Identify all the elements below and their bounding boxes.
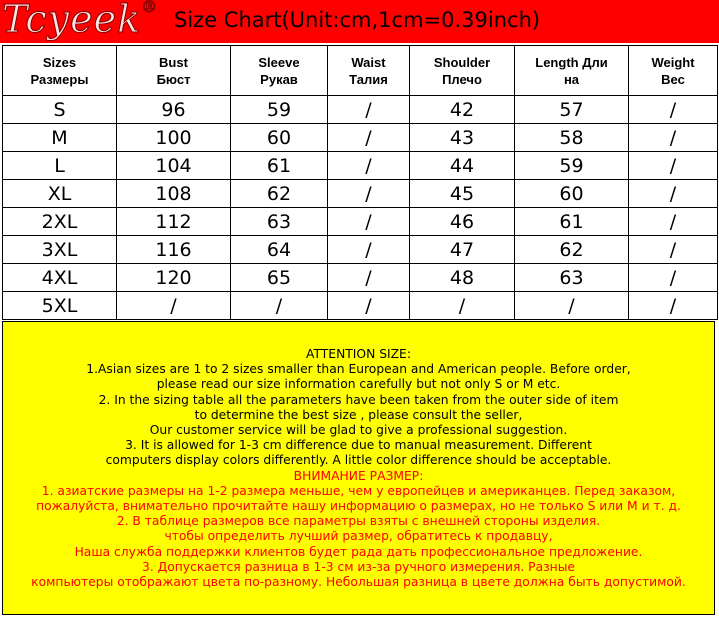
shoulder-cell: 43	[410, 124, 515, 152]
bust-cell: 120	[117, 264, 231, 292]
bust-cell: 112	[117, 208, 231, 236]
table-row	[3, 208, 718, 236]
size-cell: 2XL	[3, 208, 117, 236]
title-bar	[0, 0, 719, 43]
weight-cell: /	[629, 292, 718, 320]
header-sleeve: Sleeve Рукав	[231, 46, 328, 96]
note-en-line: Our customer service will be glad to give a professional suggestion.	[149, 423, 568, 438]
sleeve-cell: 64	[231, 236, 328, 264]
note-en-line: please read our size information carefully but not only S or M etc.	[156, 377, 561, 392]
bust-cell: 100	[117, 124, 231, 152]
waist-cell: /	[328, 208, 410, 236]
table-row	[3, 124, 718, 152]
note-ru-line: 2. В таблице размеров все параметры взяты с внешней стороны изделия.	[116, 514, 601, 529]
note-en-line: 2. In the sizing table all the parameters have been taken from the outer side of item	[98, 392, 619, 407]
size-table	[2, 45, 718, 320]
chart-title: Size Chart(Unit:cm,1cm=0.39inch)	[174, 8, 541, 32]
shoulder-cell: 44	[410, 152, 515, 180]
weight-cell: /	[629, 264, 718, 292]
waist-cell: /	[328, 264, 410, 292]
size-cell: S	[3, 96, 117, 124]
length-cell: 59	[515, 152, 629, 180]
length-cell: 63	[515, 264, 629, 292]
sleeve-cell: 65	[231, 264, 328, 292]
shoulder-cell: 45	[410, 180, 515, 208]
weight-cell: /	[629, 208, 718, 236]
weight-cell: /	[629, 180, 718, 208]
weight-cell: /	[629, 96, 718, 124]
size-cell: M	[3, 124, 117, 152]
note-ru-line: компьютеры отображают цвета по-разному. Небольшая разница в цвете должна быть допустимой.	[31, 575, 686, 590]
sleeve-cell: 61	[231, 152, 328, 180]
header-length: Length Дли на	[515, 46, 629, 96]
note-ru-line: Наша служба поддержки клиентов будет рада дать профессиональное предложение.	[74, 544, 643, 559]
table-header-row	[3, 46, 718, 96]
note-ru-heading: ВНИМАНИЕ РАЗМЕР:	[293, 468, 424, 483]
waist-cell: /	[328, 124, 410, 152]
header-shoulder: Shoulder Плечо	[410, 46, 515, 96]
note-en-line: to determine the best size , please consult the seller,	[194, 407, 523, 422]
bust-cell: 96	[117, 96, 231, 124]
length-cell: 57	[515, 96, 629, 124]
table-row	[3, 292, 718, 320]
length-cell: /	[515, 292, 629, 320]
size-cell: 4XL	[3, 264, 117, 292]
shoulder-cell: 42	[410, 96, 515, 124]
sleeve-cell: 59	[231, 96, 328, 124]
length-cell: 61	[515, 208, 629, 236]
size-cell: 3XL	[3, 236, 117, 264]
table-row	[3, 180, 718, 208]
shoulder-cell: 46	[410, 208, 515, 236]
weight-cell: /	[629, 124, 718, 152]
length-cell: 58	[515, 124, 629, 152]
length-cell: 62	[515, 236, 629, 264]
weight-cell: /	[629, 236, 718, 264]
waist-cell: /	[328, 236, 410, 264]
shoulder-cell: 47	[410, 236, 515, 264]
bust-cell: 104	[117, 152, 231, 180]
note-ru-line: чтобы определить лучший размер, обратитесь к продавцу,	[164, 529, 553, 544]
waist-cell: /	[328, 152, 410, 180]
sleeve-cell: 62	[231, 180, 328, 208]
size-cell: XL	[3, 180, 117, 208]
size-cell: 5XL	[3, 292, 117, 320]
note-en-line: 3. It is allowed for 1-3 cm difference due to manual measurement. Different	[125, 438, 592, 453]
waist-cell: /	[328, 292, 410, 320]
header-weight: Weight Вес	[629, 46, 718, 96]
table-row	[3, 264, 718, 292]
shoulder-cell: /	[410, 292, 515, 320]
shoulder-cell: 48	[410, 264, 515, 292]
length-cell: 60	[515, 180, 629, 208]
sleeve-cell: 63	[231, 208, 328, 236]
table-row	[3, 236, 718, 264]
note-ru-line: 1. азиатские размеры на 1-2 размера меньше, чем у европейцев и американцев. Перед заказом,	[41, 483, 676, 498]
waist-cell: /	[328, 96, 410, 124]
note-en-line: 1.Asian sizes are 1 to 2 sizes smaller than European and American people. Before order,	[86, 362, 631, 377]
sleeve-cell: /	[231, 292, 328, 320]
waist-cell: /	[328, 180, 410, 208]
header-bust: Bust Бюст	[117, 46, 231, 96]
weight-cell: /	[629, 152, 718, 180]
bust-cell: /	[117, 292, 231, 320]
table-row	[3, 96, 718, 124]
note-ru-line: 3. Допускается разница в 1-3 см из-за ручного измерения. Разные	[142, 559, 575, 574]
header-waist: Waist Талия	[328, 46, 410, 96]
bust-cell: 116	[117, 236, 231, 264]
registered-mark: ®	[141, 0, 159, 16]
size-notes-panel	[2, 321, 715, 615]
brand-watermark	[2, 0, 158, 41]
brand-name: Tcyeek	[2, 0, 142, 41]
bust-cell: 108	[117, 180, 231, 208]
note-en-line: computers display colors differently. A little color difference should be acceptable.	[105, 453, 612, 468]
header-sizes: Sizes Размеры	[3, 46, 117, 96]
table-row	[3, 152, 718, 180]
size-cell: L	[3, 152, 117, 180]
note-en-heading: ATTENTION SIZE:	[306, 347, 411, 361]
note-ru-line: пожалуйста, внимательно прочитайте нашу информацию о размерах, но не только S или M и т. д.	[36, 499, 681, 514]
sleeve-cell: 60	[231, 124, 328, 152]
